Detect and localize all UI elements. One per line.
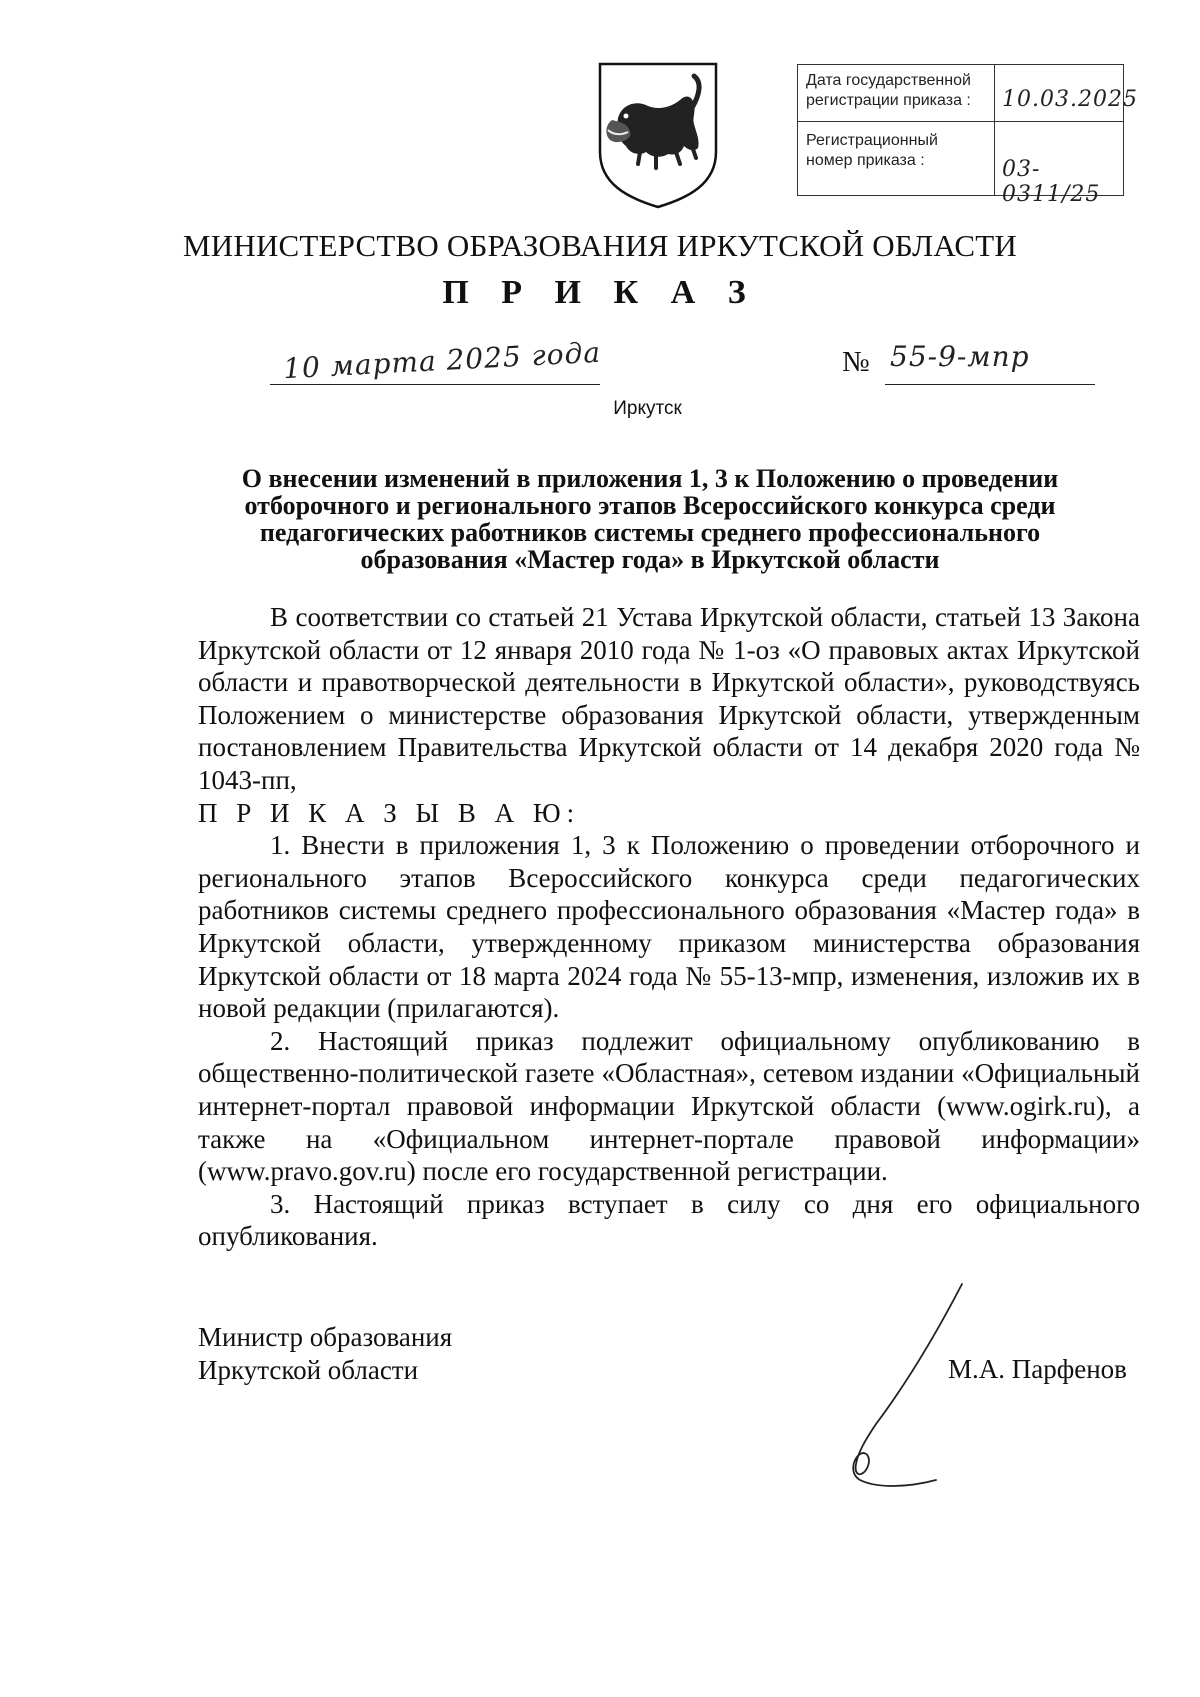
order-word: П Р И К А З Ы В А Ю:	[198, 797, 581, 828]
stamp-date-label: Дата государственной регистрации приказа :	[806, 72, 971, 109]
stamp-date-row	[798, 65, 1138, 122]
stamp-reg-value: 03-0311/25	[1002, 157, 1101, 207]
stamp-reg-label: Регистрационный номер приказа :	[806, 132, 938, 169]
document-type: П Р И К А З	[442, 274, 758, 311]
city-line	[0, 398, 1200, 420]
city-name: Иркутск	[613, 398, 682, 419]
signatory-name: М.А. Парфенов	[948, 1354, 1127, 1384]
document-title: О внесении изменений в приложения 1, 3 к Положению о проведении отборочного и регионального этапов Всероссийского конкурса среди педагогических работников системы среднего профессионального образования «Мастер года» в Иркутской области	[241, 464, 1059, 574]
preamble-paragraph: В соответствии со статьей 21 Устава Иркутской области, статьей 13 Закона Иркутской области от 12 января 2010 года № 1-оз «О правовых актах Иркутской области и правотворческой деятельности в Иркутской области», руководствуясь Положением о министерстве образования Иркутской области, утвержденным постановлением Правительства Иркутской области от 14 декабря 2020 года № 1043-пп,	[198, 602, 1140, 795]
stamp-date-value: 10.03.2025	[1002, 87, 1138, 112]
coat-of-arms-emblem	[596, 60, 720, 210]
date-underline	[270, 384, 600, 385]
signatory-position-line1: Министр образования	[198, 1322, 453, 1352]
order-item-3: 3. Настоящий приказ вступает в силу со дня его официального опубликования.	[198, 1188, 1140, 1252]
registration-stamp	[797, 64, 1138, 207]
order-item-2: 2. Настоящий приказ подлежит официальному опубликованию в общественно-политической газете «Областная», сетевом издании «Официальный интернет-портал правовой информации Иркутской области (www.ogirk.ru), а также на «Официальном интернет-портале правовой информации» (www.pravo.gov.ru) после его государственной регистрации.	[198, 1025, 1140, 1187]
handwritten-date: 10 марта 2025 года	[282, 335, 602, 386]
number-label: №	[842, 346, 870, 378]
number-underline	[885, 384, 1095, 385]
signatory-position-line2: Иркутской области	[198, 1355, 419, 1385]
order-item-1: 1. Внести в приложения 1, 3 к Положению о проведении отборочного и регионального этапов Всероссийского конкурса среди педагогических работников системы среднего профессионального образования «Мастер года» в Иркутской области, утвержденному приказом министерства образования Иркутской области от 18 марта 2024 года № 55-13-мпр, изменения, изложив их в новой редакции (прилагаются).	[198, 830, 1140, 1024]
ministry-name: МИНИСТЕРСТВО ОБРАЗОВАНИЯ ИРКУТСКОЙ ОБЛАСТИ	[183, 228, 1017, 263]
handwritten-number: 55-9-мпр	[890, 340, 1030, 373]
document-body	[198, 601, 1140, 1253]
stamp-reg-row	[798, 121, 1123, 207]
signatory-position	[198, 1321, 452, 1387]
